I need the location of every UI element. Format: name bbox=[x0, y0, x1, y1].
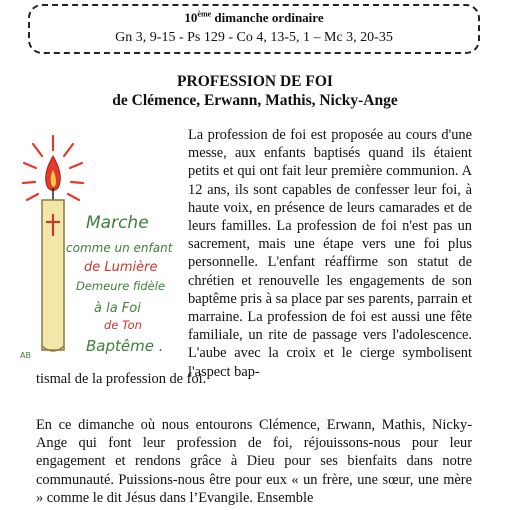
caption-line-6: de Ton bbox=[104, 318, 142, 332]
caption-line-3: de Lumière bbox=[84, 260, 158, 275]
readings-references: Gn 3, 9-15 - Ps 129 - Co 4, 13-5, 1 – Mc 3, 20-35 bbox=[115, 30, 393, 45]
title-line-1: PROFESSION DE FOI bbox=[177, 73, 333, 90]
sunday-suffix: ème bbox=[197, 9, 212, 19]
title-line-2: de Clémence, Erwann, Mathis, Nicky-Ange bbox=[112, 92, 398, 109]
article-title bbox=[0, 72, 510, 110]
paragraph-1-end: tismal de la profession de foi. bbox=[36, 371, 207, 387]
artist-signature: AB bbox=[20, 351, 31, 360]
sunday-number: 10 bbox=[184, 10, 198, 25]
sunday-rest: dimanche ordinaire bbox=[211, 10, 324, 25]
caption-line-1: Marche bbox=[86, 213, 149, 233]
caption-line-7: Baptême . bbox=[86, 337, 164, 355]
caption-line-4: Demeure fidèle bbox=[76, 279, 166, 293]
caption-line-2: comme un enfant bbox=[66, 241, 173, 255]
candle-illustration bbox=[6, 130, 184, 370]
sunday-title bbox=[30, 10, 478, 26]
paragraph-2: En ce dimanche où nous entourons Clémence, Erwann, Mathis, Nicky-Ange qui font leur profession de foi, réjouissons-nous pour leur engagement et rendons grâce à Dieu pour ses bienfaits dans notre communauté. Puissions-nous être pour eux « un frère, une sœur, une mère » comme le dit Jésus dans l’Evangile. Ensemble bbox=[36, 417, 472, 506]
caption-line-5: à la Foi bbox=[94, 301, 141, 316]
readings-header-box bbox=[28, 4, 480, 54]
paragraph-1: La profession de foi est proposée au cours d'une messe, aux enfants baptisés quand ils étaient petits et qui ont fait leur première communion. A 12 ans, ils sont capables de confesser leur foi, à haute voix, en présence de leurs camarades et de leurs familles. La profession de foi n'est pas un sacrement, mais une étape vers une foi plus personnelle. L'enfant réaffirme son statut de chrétien et renouvelle les engagements de son baptême pris à sa place par ses parents, parrain et marraine. La profession de foi est aussi une fête familiale, un rite de passage vers l'adolescence. L'aube avec la croix et le cierge symbolisent l'aspect bap- bbox=[188, 127, 472, 380]
